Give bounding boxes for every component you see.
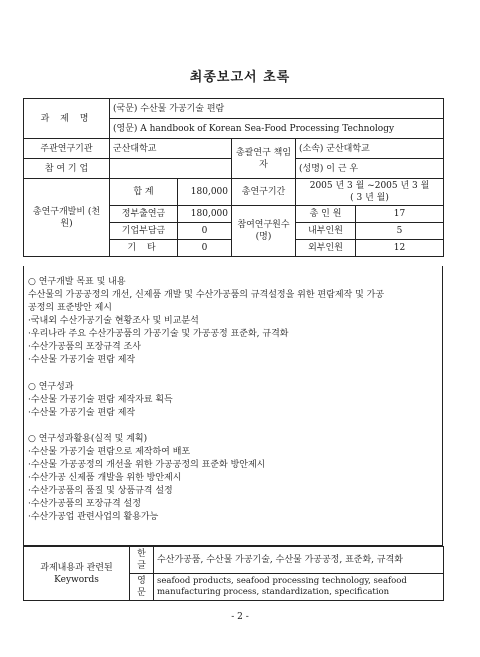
participating-label: 참 여 기 업: [24, 159, 110, 179]
page-number: - 2 -: [231, 612, 249, 622]
summary-table: [23, 98, 444, 257]
period-value: [296, 179, 444, 206]
funding-row-value: 0: [178, 223, 232, 240]
section-results: [28, 381, 438, 420]
section-line: ·수산가공품의 포장규격 설정: [28, 499, 141, 509]
funding-row-label: 기업부담금: [110, 223, 178, 240]
project-name-en: (영문) A handbook of Korean Sea-Food Processing Technology: [110, 119, 444, 139]
section-line: 공정의 표준방안 제시: [28, 303, 112, 313]
researcher-row-label: 내부인원: [296, 223, 356, 240]
section-line: ·수산물 가공기술 편람 제작: [28, 355, 136, 365]
period-dates: 2005 년 3 월 ~2005 년 3 월: [309, 181, 430, 191]
researchers-label: 참여연구원수 (명): [232, 206, 296, 257]
section-line: ·수산가공품의 품질 및 상품규격 설정: [28, 486, 173, 496]
director-affil: (소속) 군산대학교: [296, 139, 444, 159]
researcher-row-label: 외부인원: [296, 240, 356, 257]
researcher-row-value: 12: [356, 240, 444, 257]
keywords-en-label: 영문: [130, 574, 154, 601]
org-label: 주관연구기관: [24, 139, 110, 159]
section-line: ·수산물 가공기술 편람 제작자료 획득: [28, 395, 173, 405]
section-heading: ○ 연구개발 목표 및 내용: [28, 277, 126, 287]
keywords-ko-label: 한글: [130, 547, 154, 574]
funding-label: 총연구개발비 (천원): [24, 179, 110, 257]
keywords-ko: 수산가공품, 수산물 가공기술, 수산물 가공공정, 표준화, 규격화: [154, 547, 444, 574]
keywords-en: seafood products, seafood processing technology, seafood manufacturing process, standardization, specification: [154, 574, 444, 601]
section-line: 수산물의 가공공정의 개선, 신제품 개발 및 수산가공품의 규격설정을 위한 편람제작 및 가공: [28, 290, 385, 300]
section-line: ·수산물 가공기술 편람으로 제작하여 배포: [28, 447, 191, 457]
keywords-table: [23, 546, 444, 601]
funding-row-label: 정부출연금: [110, 206, 178, 223]
section-line: ·수산물 가공공정의 개선을 위한 가공공정의 표준화 방안제시: [28, 460, 266, 470]
director-name: (성명) 이 근 우: [296, 159, 444, 179]
researcher-row-label: 총 인 원: [296, 206, 356, 223]
section-line: ·수산가공업 관련사업의 활용가능: [28, 512, 159, 522]
section-utilization: [28, 433, 438, 524]
section-line: ·수산물 가공기술 편람 제작: [28, 408, 136, 418]
researcher-row-value: 5: [356, 223, 444, 240]
period-years: ( 3 년 월): [350, 193, 389, 203]
funding-row-value: 180,000: [178, 179, 232, 206]
section-line: ·수산가공품의 포장규격 조사: [28, 342, 141, 352]
funding-row-value: 0: [178, 240, 232, 257]
funding-row-label: 기 타: [110, 240, 178, 257]
org-value: 군산대학교: [110, 139, 232, 159]
period-label: 총연구기간: [232, 179, 296, 206]
researcher-row-value: 17: [356, 206, 444, 223]
funding-row-label: 합 계: [110, 179, 178, 206]
section-line: ·우리나라 주요 수산가공품의 가공기술 및 가공공정 표준화, 규격화: [28, 329, 289, 339]
director-label: 총괄연구 책임자: [232, 139, 296, 179]
funding-row-value: 180,000: [178, 206, 232, 223]
participating-value: [110, 159, 232, 179]
keywords-label: 과제내용과 관련된 Keywords: [24, 547, 130, 601]
section-line: ·국내외 수산가공기술 현황조사 및 비교분석: [28, 316, 199, 326]
section-heading: ○ 연구성과활용(실적 및 계획): [28, 434, 148, 444]
section-line: ·수산가공 신제품 개발을 위한 방안제시: [28, 473, 182, 483]
project-name-ko: (국문) 수산물 가공기술 편람: [110, 99, 444, 119]
section-heading: ○ 연구성과: [28, 382, 74, 392]
project-name-label: 과 제 명: [24, 99, 110, 139]
page-title: 최종보고서 초록: [189, 70, 291, 85]
section-goals: [28, 276, 438, 367]
